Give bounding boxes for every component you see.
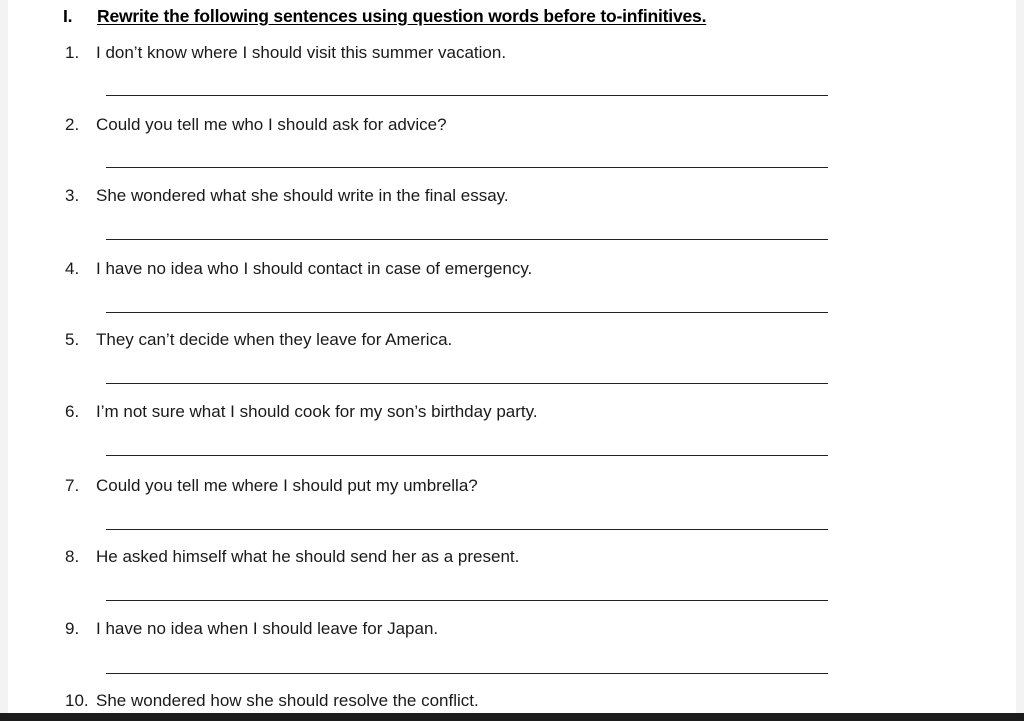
item-number: 4. (65, 259, 80, 278)
item-number: 6. (65, 402, 80, 421)
item-sentence: Could you tell me where I should put my umbrella? (96, 476, 478, 495)
list-item (65, 43, 506, 63)
list-item (65, 115, 447, 135)
worksheet-page (8, 0, 1016, 713)
item-number: 7. (65, 476, 80, 495)
answer-line[interactable] (106, 167, 828, 168)
answer-line[interactable] (106, 600, 828, 601)
item-sentence: I have no idea when I should leave for Japan. (96, 619, 439, 638)
item-number: 8. (65, 547, 80, 566)
list-item (65, 259, 532, 279)
item-number: 1. (65, 43, 80, 62)
item-number: 10. (65, 691, 89, 710)
answer-line[interactable] (106, 455, 828, 456)
list-item (65, 402, 538, 422)
item-sentence: She wondered what she should write in the final essay. (96, 186, 509, 205)
exercise-number: I. (63, 6, 73, 26)
answer-line[interactable] (106, 312, 828, 313)
bottom-edge-bar (0, 713, 1024, 721)
exercise-heading (63, 6, 706, 27)
item-sentence: He asked himself what he should send her as a present. (96, 547, 520, 566)
list-item (65, 619, 438, 639)
answer-line[interactable] (106, 95, 828, 96)
list-item (65, 186, 509, 206)
item-sentence: I don’t know where I should visit this summer vacation. (96, 43, 507, 62)
answer-line[interactable] (106, 239, 828, 240)
answer-line[interactable] (106, 383, 828, 384)
list-item (65, 330, 452, 350)
list-item (65, 691, 479, 711)
item-sentence: They can’t decide when they leave for America. (96, 330, 453, 349)
item-number: 2. (65, 115, 80, 134)
list-item (65, 547, 519, 567)
item-number: 9. (65, 619, 80, 638)
item-sentence: I have no idea who I should contact in case of emergency. (96, 259, 533, 278)
item-sentence: She wondered how she should resolve the conflict. (96, 691, 479, 710)
answer-line[interactable] (106, 529, 828, 530)
item-sentence: Could you tell me who I should ask for advice? (96, 115, 447, 134)
list-item (65, 476, 478, 496)
exercise-instruction: Rewrite the following sentences using question words before to-infinitives. (97, 6, 707, 26)
answer-line[interactable] (106, 673, 828, 674)
item-number: 5. (65, 330, 80, 349)
item-sentence: I’m not sure what I should cook for my son’s birthday party. (96, 402, 538, 421)
item-number: 3. (65, 186, 80, 205)
